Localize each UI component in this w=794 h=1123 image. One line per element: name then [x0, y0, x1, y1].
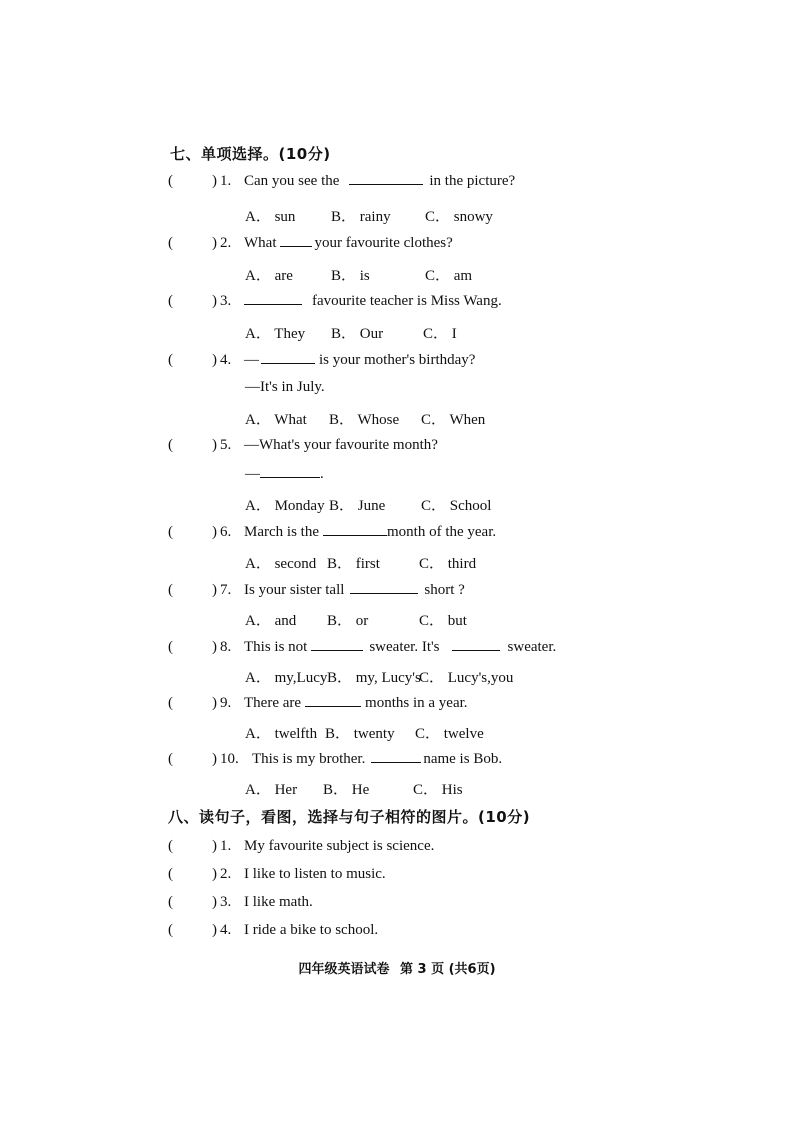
- answer-blank: [244, 292, 302, 305]
- section-8-heading: 八、读句子，看图，选择与句子相符的图片。(10分): [168, 808, 531, 826]
- answer-blank: [349, 172, 423, 185]
- answer-paren-close: ): [212, 235, 217, 251]
- answer-blank: [311, 638, 363, 651]
- question-number: 8.: [220, 639, 232, 655]
- item-sentence: I like math.: [244, 894, 313, 910]
- picture-item-2: [168, 866, 386, 883]
- question-text-mid: sweater. It's: [369, 639, 440, 655]
- option-c: C． am: [425, 268, 473, 284]
- option-a: A． second: [245, 556, 317, 572]
- question-text-post: months in a year.: [365, 695, 468, 711]
- question-text-post: month of the year.: [386, 524, 497, 540]
- option-b: B． my, Lucy's: [327, 670, 421, 686]
- question-2: [168, 234, 453, 252]
- answer-paren-close: ): [212, 352, 217, 368]
- question-text-pre: There are: [244, 695, 302, 711]
- item-sentence: I ride a bike to school.: [244, 922, 379, 938]
- option-c: C． I: [423, 326, 457, 342]
- question-text-post: sweater.: [507, 639, 557, 655]
- answer-paren-close: ): [212, 524, 217, 540]
- question-text-post: favourite teacher is Miss Wang.: [312, 293, 502, 309]
- answer-paren-open[interactable]: (: [168, 866, 173, 882]
- answer-blank: [452, 638, 500, 651]
- answer-paren-close: ): [212, 894, 217, 910]
- question-number: 7.: [220, 582, 232, 598]
- option-a: A． What: [245, 412, 307, 428]
- question-text-post: is your mother's birthday?: [319, 352, 476, 368]
- question-text-post: name is Bob.: [423, 751, 503, 767]
- answer-blank: [260, 465, 320, 478]
- item-number: 3.: [220, 894, 232, 910]
- item-sentence: My favourite subject is science.: [244, 838, 435, 854]
- answer-paren-open[interactable]: (: [168, 352, 173, 368]
- question-9: [168, 694, 468, 712]
- question-number: 2.: [220, 235, 232, 251]
- question-text-pre: Can you see the: [244, 173, 340, 189]
- question-5-reply: [245, 465, 324, 483]
- answer-paren-open[interactable]: (: [168, 751, 173, 767]
- answer-paren-close: ): [212, 437, 217, 453]
- option-b: B． is: [331, 268, 370, 284]
- question-text-post: your favourite clothes?: [314, 235, 453, 251]
- question-text-pre: This is my brother.: [252, 751, 366, 767]
- item-sentence: I like to listen to music.: [244, 866, 386, 882]
- answer-paren-open[interactable]: (: [168, 524, 173, 540]
- page-footer: [0, 958, 794, 977]
- question-text-post: short ?: [424, 582, 465, 598]
- reply-dash: —: [245, 466, 260, 482]
- option-a: A． Her: [245, 782, 298, 798]
- answer-paren-open[interactable]: (: [168, 695, 173, 711]
- option-c: C． snowy: [425, 209, 493, 225]
- option-c: C． When: [421, 412, 486, 428]
- item-number: 4.: [220, 922, 232, 938]
- question-text-pre: —What's your favourite month?: [244, 437, 438, 453]
- answer-paren-open[interactable]: (: [168, 235, 173, 251]
- question-4-reply: —It's in July.: [245, 379, 325, 395]
- option-b: B． first: [327, 556, 380, 572]
- question-number: 5.: [220, 437, 232, 453]
- question-3: [168, 292, 502, 310]
- answer-paren-open[interactable]: (: [168, 639, 173, 655]
- answer-paren-open[interactable]: (: [168, 922, 173, 938]
- question-5: [168, 437, 438, 454]
- question-4: [168, 351, 475, 369]
- question-text-pre: What: [244, 235, 277, 251]
- answer-paren-close: ): [212, 922, 217, 938]
- answer-blank: [350, 581, 418, 594]
- option-c: C． Lucy's,you: [419, 670, 514, 686]
- answer-paren-close: ): [212, 639, 217, 655]
- question-text-pre: Is your sister tall: [244, 582, 345, 598]
- question-10: [168, 750, 502, 768]
- question-number: 10.: [220, 751, 239, 767]
- question-number: 4.: [220, 352, 232, 368]
- answer-paren-close: ): [212, 838, 217, 854]
- option-a: A． are: [245, 268, 293, 284]
- question-7: [168, 581, 465, 599]
- question-number: 9.: [220, 695, 232, 711]
- answer-paren-close: ): [212, 866, 217, 882]
- option-a: A． sun: [245, 209, 296, 225]
- answer-blank: [280, 234, 312, 247]
- question-text-pre: —: [244, 352, 259, 368]
- option-b: B． or: [327, 613, 369, 629]
- question-1: [168, 172, 515, 190]
- question-number: 3.: [220, 293, 232, 309]
- answer-paren-close: ): [212, 582, 217, 598]
- option-a: A． They: [245, 326, 306, 342]
- picture-item-4: [168, 922, 378, 939]
- answer-paren-close: ): [212, 751, 217, 767]
- option-c: C． third: [419, 556, 477, 572]
- item-number: 2.: [220, 866, 232, 882]
- option-b: B． twenty: [325, 726, 395, 742]
- question-8: [168, 638, 556, 656]
- footer-exam-name: 四年级英语试卷: [298, 962, 390, 977]
- option-b: B． Whose: [329, 412, 400, 428]
- option-c: C． twelve: [415, 726, 484, 742]
- item-number: 1.: [220, 838, 232, 854]
- option-a: A． Monday: [245, 498, 325, 514]
- option-a: A． my,Lucy: [245, 670, 328, 686]
- question-number: 6.: [220, 524, 232, 540]
- answer-paren-close: ): [212, 293, 217, 309]
- option-a: A． and: [245, 613, 297, 629]
- answer-paren-open[interactable]: (: [168, 173, 173, 189]
- answer-blank: [323, 523, 387, 536]
- answer-blank: [305, 694, 361, 707]
- option-c: C． School: [421, 498, 492, 514]
- option-a: A． twelfth: [245, 726, 318, 742]
- answer-blank: [261, 351, 315, 364]
- answer-paren-open[interactable]: (: [168, 293, 173, 309]
- answer-paren-open[interactable]: (: [168, 437, 173, 453]
- question-text-pre: This is not: [244, 639, 308, 655]
- option-c: C． but: [419, 613, 467, 629]
- footer-page-number: 第 3 页 (共6页): [399, 962, 496, 977]
- picture-item-1: [168, 838, 434, 855]
- option-b: B． He: [323, 782, 370, 798]
- option-c: C． His: [413, 782, 463, 798]
- option-b: B． June: [329, 498, 386, 514]
- answer-paren-close: ): [212, 173, 217, 189]
- answer-blank: [371, 750, 421, 763]
- reply-period: .: [320, 466, 324, 482]
- question-number: 1.: [220, 173, 232, 189]
- answer-paren-open[interactable]: (: [168, 894, 173, 910]
- option-b: B． rainy: [331, 209, 391, 225]
- answer-paren-open[interactable]: (: [168, 838, 173, 854]
- option-b: B． Our: [331, 326, 384, 342]
- question-text-pre: March is the: [244, 524, 319, 540]
- answer-paren-open[interactable]: (: [168, 582, 173, 598]
- section-7-heading: 七、单项选择。(10分): [170, 145, 331, 163]
- picture-item-3: [168, 894, 313, 911]
- question-text-post: in the picture?: [429, 173, 516, 189]
- question-6: [168, 523, 496, 541]
- answer-paren-close: ): [212, 695, 217, 711]
